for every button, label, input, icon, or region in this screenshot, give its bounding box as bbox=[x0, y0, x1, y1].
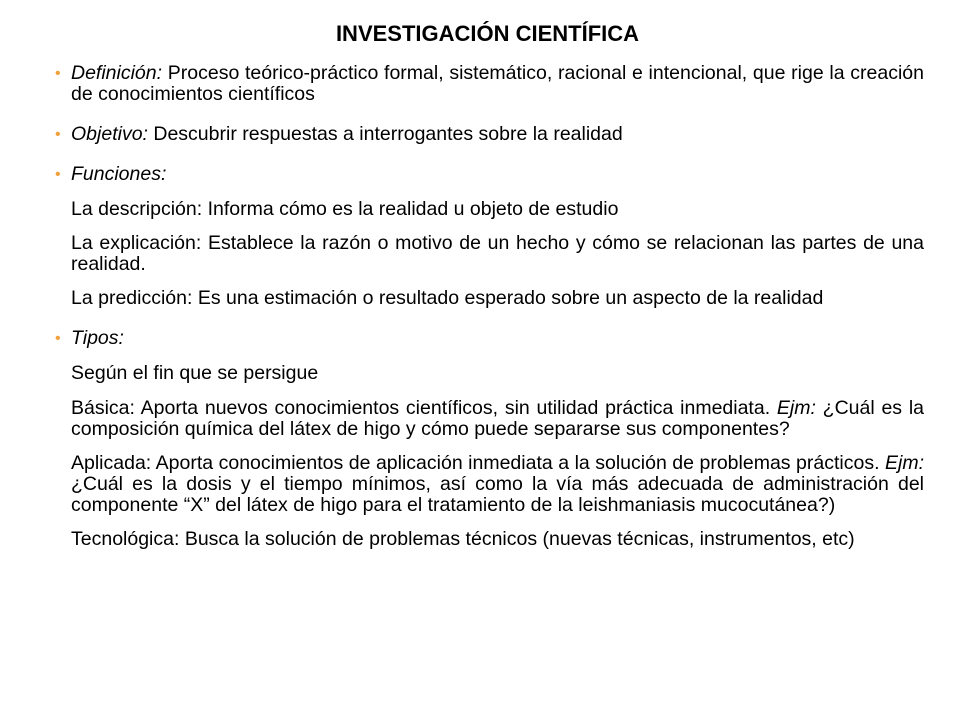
tipo-aplicada bbox=[52, 453, 924, 516]
funcion-prediccion-text: La predicción: Es una estimación o resultado esperado sobre un aspecto de la realidad bbox=[71, 287, 824, 309]
bullet-definicion bbox=[52, 63, 924, 105]
objetivo-label: Objetivo: bbox=[71, 123, 148, 145]
objetivo-text: Descubrir respuestas a interrogantes sobre la realidad bbox=[147, 123, 623, 145]
tipo-basica bbox=[52, 398, 924, 440]
definicion-label: Definición: bbox=[71, 62, 163, 84]
bullet-dot-icon: • bbox=[55, 126, 61, 143]
bullet-funciones bbox=[52, 164, 924, 185]
funcion-descripcion bbox=[52, 199, 924, 220]
tipo-aplicada-text: Aplicada: Aporta conocimientos de aplicación inmediata a la solución de problemas prácticos. bbox=[71, 452, 885, 474]
slide-content bbox=[52, 61, 924, 550]
tipo-tecnologica-text: Tecnológica: Busca la solución de problemas técnicos (nuevas técnicas, instrumentos, etc) bbox=[71, 528, 855, 550]
funcion-prediccion bbox=[52, 288, 924, 309]
tipos-segun bbox=[52, 363, 924, 384]
bullet-objetivo bbox=[52, 124, 924, 145]
funciones-label: Funciones: bbox=[71, 163, 167, 185]
bullet-dot-icon: • bbox=[55, 65, 61, 82]
tipo-aplicada-ejm: Ejm: bbox=[885, 452, 924, 474]
bullet-dot-icon: • bbox=[55, 166, 61, 183]
tipos-label: Tipos: bbox=[71, 327, 124, 349]
funcion-explicacion bbox=[52, 233, 924, 275]
tipo-aplicada-example: ¿Cuál es la dosis y el tiempo mínimos, así como la vía más adecuada de administración del componente “X” del látex de higo para el tratamiento de la leishmaniasis mucocutánea?) bbox=[71, 473, 924, 516]
tipo-tecnologica bbox=[52, 529, 924, 550]
definicion-text: Proceso teórico-práctico formal, sistemático, racional e intencional, que rige la creación de conocimientos científicos bbox=[71, 62, 924, 105]
bullet-dot-icon: • bbox=[55, 330, 61, 347]
funcion-descripcion-text: La descripción: Informa cómo es la realidad u objeto de estudio bbox=[71, 198, 619, 220]
tipos-segun-text: Según el fin que se persigue bbox=[71, 362, 319, 384]
tipo-basica-example: ¿Cuál es la composición química del látex de higo y cómo puede separarse sus componentes? bbox=[71, 397, 924, 440]
tipo-basica-text: Básica: Aporta nuevos conocimientos científicos, sin utilidad práctica inmediata. bbox=[71, 397, 777, 419]
tipo-basica-ejm: Ejm: bbox=[776, 397, 816, 419]
bullet-tipos bbox=[52, 328, 924, 349]
slide-title: INVESTIGACIÓN CIENTÍFICA bbox=[335, 21, 640, 46]
funcion-explicacion-text: La explicación: Establece la razón o motivo de un hecho y cómo se relacionan las partes de una realidad. bbox=[71, 232, 924, 275]
